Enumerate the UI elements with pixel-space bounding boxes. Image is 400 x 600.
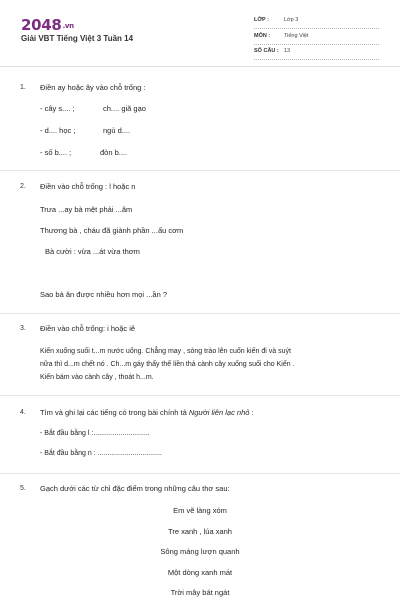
q2-line-2: Thương bà , cháu đã giành phần ...ấu cơm xyxy=(40,226,184,235)
q1-line-1-a: - cây s.... ; xyxy=(40,104,75,113)
meta-count-key: SỐ CÂU : xyxy=(254,48,279,54)
q2-line-1: Trưa ...ay bà mệt phải ...âm xyxy=(40,205,133,214)
q3-line-1: Kiến xuống suối t...m nước uống. Chẳng may , sóng trào lên cuốn kiến đi và suýt xyxy=(40,348,291,355)
meta-subject-value: Tiếng Việt xyxy=(284,33,309,39)
q3-line-2: nữa thì d...m chết nó . Ch...m gáy thấy thế liền thả cành cây xuống suối cho Kiến . xyxy=(40,361,295,368)
question-4-prompt xyxy=(40,408,254,417)
q1-line-3-b: đòn b.... xyxy=(100,148,128,157)
site-logo[interactable] xyxy=(21,16,74,34)
q4-prompt-title: Người liên lạc nhỏ xyxy=(188,408,250,417)
meta-class-key: LỚP : xyxy=(254,17,269,23)
meta-class-value: Lớp 3 xyxy=(284,17,299,23)
page-header xyxy=(0,0,400,66)
q4-line-2: - Bắt đầu bằng n : ................................. xyxy=(40,450,162,457)
question-2-prompt: Điền vào chỗ trống : l hoặc n xyxy=(40,182,136,191)
question-5-number: 5. xyxy=(20,485,26,492)
q1-line-3-a: - số b.... ; xyxy=(40,148,72,157)
question-1-number: 1. xyxy=(20,84,26,91)
question-3-prompt: Điền vào chỗ trống: i hoặc iê xyxy=(40,324,136,333)
section-divider xyxy=(0,313,400,314)
meta-subject-row xyxy=(254,30,379,45)
question-3-number: 3. xyxy=(20,325,26,332)
q2-line-3: Bà cười : vừa ...át vừa thơm xyxy=(45,247,140,256)
question-2-number: 2. xyxy=(20,183,26,190)
question-5-prompt: Gạch dưới các từ chỉ đặc điểm trong những câu thơ sau: xyxy=(40,484,230,493)
question-4-number: 4. xyxy=(20,409,26,416)
q4-prompt-end: : xyxy=(249,408,254,417)
meta-count-row xyxy=(254,45,379,60)
q5-poem-line-5: Trời mây bát ngát xyxy=(170,588,230,597)
meta-class-row xyxy=(254,14,379,29)
q4-prompt-text: Tìm và ghi lại các tiếng có trong bài chính tả xyxy=(40,408,187,417)
q3-line-3: Kiến bám vào cành cây , thoát h...m. xyxy=(40,374,154,381)
section-divider xyxy=(0,170,400,171)
header-divider xyxy=(0,66,400,67)
section-divider xyxy=(0,473,400,474)
meta-subject-key: MÔN : xyxy=(254,33,271,39)
document-title: Giải VBT Tiếng Việt 3 Tuần 14 xyxy=(21,34,134,43)
q5-poem-line-2: Tre xanh , lúa xanh xyxy=(168,527,232,536)
q5-poem-line-1: Em vẽ làng xóm xyxy=(173,506,227,515)
q1-line-2-b: ngủ d.... xyxy=(103,126,131,135)
q5-poem-line-4: Một dòng xanh mát xyxy=(167,568,233,577)
meta-count-value: 13 xyxy=(284,48,291,54)
section-divider xyxy=(0,395,400,396)
q1-line-2-a: - d.... học ; xyxy=(40,126,76,135)
q2-line-4: Sao bà ăn được nhiều hơn mọi ...ần ? xyxy=(40,290,168,299)
q1-line-1-b: ch.... giã gạo xyxy=(103,104,146,113)
logo-suffix: .vn xyxy=(62,22,74,30)
q4-line-1: - Bắt đầu bằng l :............................. xyxy=(40,430,150,437)
logo-text: 2048 xyxy=(21,16,62,34)
question-1-prompt: Điền ay hoặc ây vào chỗ trống : xyxy=(40,83,146,92)
q5-poem-line-3: Sông máng lượn quanh xyxy=(160,547,240,556)
